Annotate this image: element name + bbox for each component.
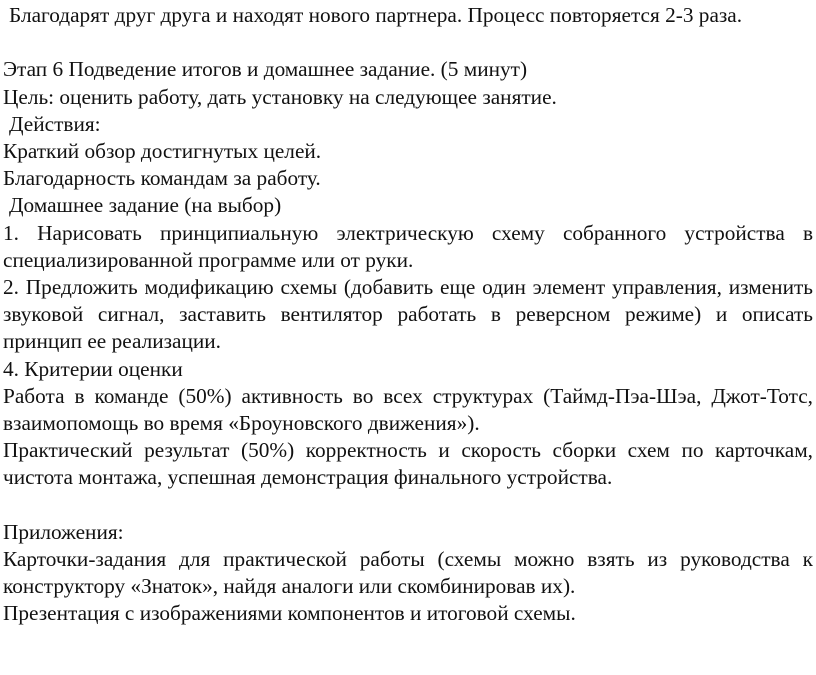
blank-line bbox=[3, 29, 813, 56]
actions-heading: Действия: bbox=[9, 111, 101, 136]
homework-item-1: 1. Нарисовать принципиальную электрическую схему собранного устройства в специализированной программе или от руки. bbox=[3, 220, 813, 272]
action-thanks: Благодарность командам за работу. bbox=[3, 166, 321, 191]
criteria-teamwork: Работа в команде (50%) активность во всех структурах (Таймд-Пэа-Шэа, Джот-Тотс, взаимопомощь во время «Броуновского движения»). bbox=[3, 383, 813, 436]
homework-heading: Домашнее задание (на выбор) bbox=[9, 193, 282, 218]
stage-6-heading: Этап 6 Подведение итогов и домашнее задание. (5 минут) bbox=[3, 57, 528, 82]
criteria-practical: Практический результат (50%) корректность и скорость сборки схем по карточкам, чистота монтажа, успешная демонстрация финального устройства. bbox=[3, 438, 813, 490]
action-summary: Краткий обзор достигнутых целей. bbox=[3, 139, 322, 163]
document-page bbox=[3, 2, 813, 628]
blank-line bbox=[3, 492, 813, 519]
appendix-presentation: Презентация с изображениями компонентов и итоговой схемы. bbox=[3, 601, 576, 626]
paragraph-partner-exchange: Благодарят друг друга и находят нового партнера. Процесс повторяется 2-3 раза. bbox=[9, 3, 743, 27]
appendix-heading: Приложения: bbox=[3, 519, 124, 544]
homework-item-2: 2. Предложить модификацию схемы (добавить еще один элемент управления, изменить звуковой сигнал, заставить вентилятор работать в реверсном режиме) и описать принцип ее реализации. bbox=[3, 275, 813, 354]
goal-line: Цель: оценить работу, дать установку на следующее занятие. bbox=[3, 84, 557, 109]
criteria-heading: 4. Критерии оценки bbox=[3, 356, 183, 381]
appendix-cards: Карточки-задания для практической работы (схемы можно взять из руководства к конструктору «Знаток», найдя аналоги или скомбинировав их). bbox=[3, 547, 813, 599]
